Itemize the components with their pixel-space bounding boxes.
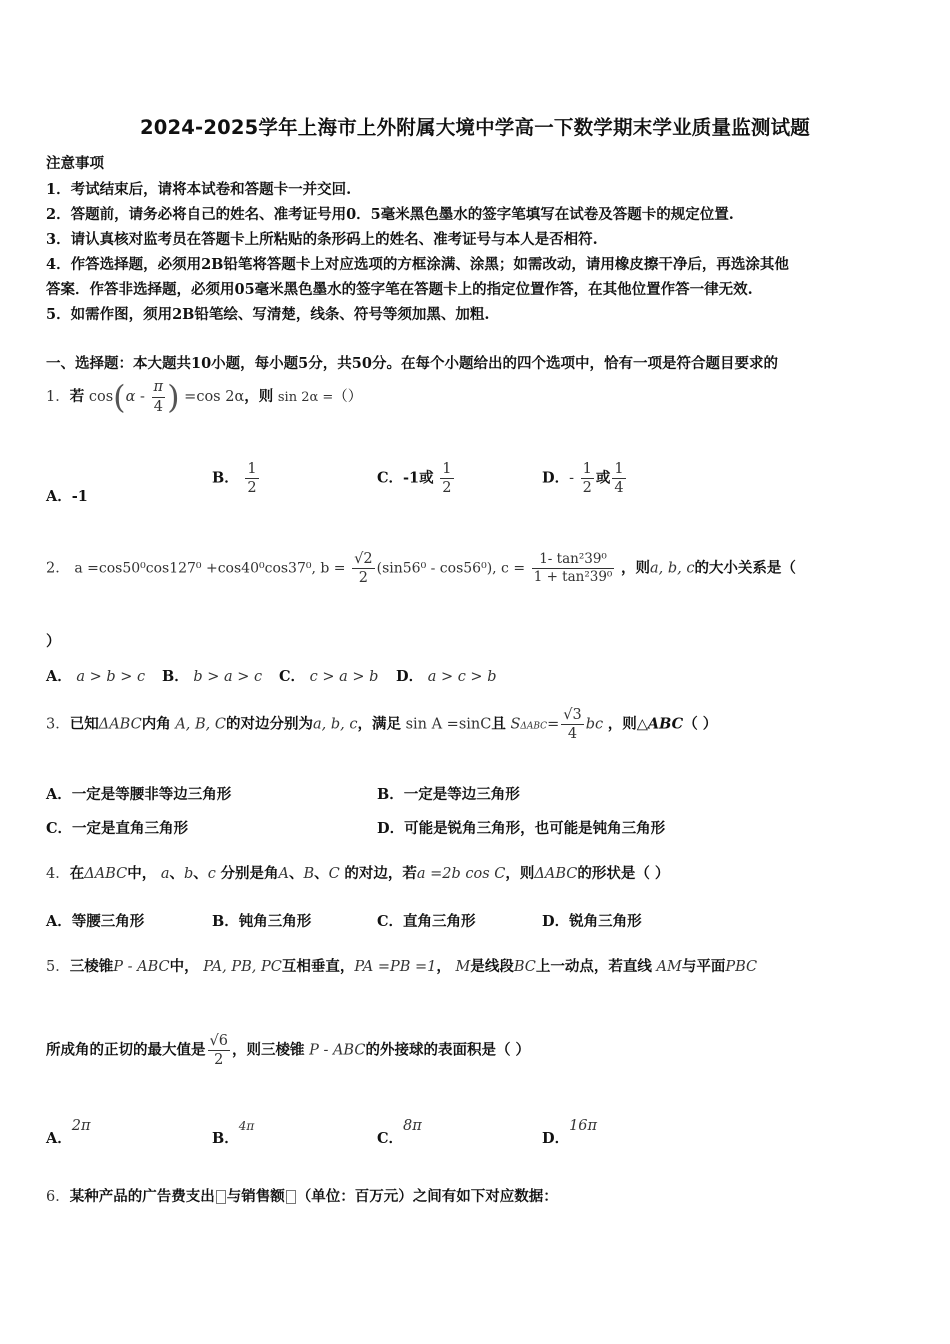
q2-option-c[interactable]: C． c > a > b	[279, 668, 379, 685]
notice-item-1: 1．考试结束后，请将本试卷和答题卡一并交回.	[46, 181, 352, 198]
question-2-close: ）	[46, 633, 61, 650]
q5-option-a[interactable]: A．2π	[46, 1118, 91, 1147]
q1-option-c[interactable]: C．-1或 $\frac{1}{2}$	[377, 461, 452, 497]
q1-option-d[interactable]: D．- $\frac{1}{2}$ 或 $\frac{1}{4}$	[542, 461, 624, 497]
q5-option-b[interactable]: B．4π	[212, 1119, 255, 1147]
q3-option-a[interactable]: A．一定是等腰非等边三角形	[46, 786, 232, 803]
q3-option-d[interactable]: D．可能是锐角三角形，也可能是钝角三角形	[377, 820, 666, 837]
question-5-cont: 所成角的正切的最大值是 $\frac{√6}{2}$ ，则三棱锥 P - ABC的外接球的表面积是（ ）	[46, 1033, 531, 1069]
notice-item-3: 3．请认真核对监考员在答题卡上所粘贴的条形码上的姓名、准考证号与本人是否相符.	[46, 231, 598, 248]
q4-option-c[interactable]: C．直角三角形	[377, 913, 476, 930]
missing-glyph-icon	[286, 1190, 296, 1204]
missing-glyph-icon	[216, 1190, 226, 1204]
q2-option-a[interactable]: A． a > b > c	[46, 668, 146, 685]
notice-heading: 注意事项	[46, 155, 104, 172]
question-4: 4．在ΔABC中， a、b、c 分别是角A、B、C 的对边，若a =2b cos C，则ΔABC的形状是（ ）	[46, 865, 670, 882]
q1-option-a[interactable]: A．-1	[46, 488, 88, 505]
notice-item-4-cont: 答案．作答非选择题，必须用05毫米黑色墨水的签字笔在答题卡上的指定位置作答，在其他位置作答一律无效.	[46, 281, 753, 298]
question-3: 3．已知ΔABC内角 A, B, C的对边分别为a, b, c，满足 sin A =sinC且 SΔABC= $\frac{√3}{4}$ bc ，则△ABC（ ）	[46, 707, 718, 743]
notice-item-2: 2．答题前，请务必将自己的姓名、准考证号用0．5毫米黑色墨水的签字笔填写在试卷及答题卡的规定位置.	[46, 206, 734, 223]
q5-option-c[interactable]: C．8π	[377, 1118, 422, 1147]
q4-option-d[interactable]: D．锐角三角形	[542, 913, 642, 930]
notice-item-4: 4．作答选择题，必须用2B铅笔将答题卡上对应选项的方框涂满、涂黑；如需改动，请用橡皮擦干净后，再选涂其他	[46, 256, 789, 273]
q4-option-b[interactable]: B．钝角三角形	[212, 913, 312, 930]
question-5: 5．三棱锥P - ABC中， PA, PB, PC互相垂直，PA =PB =1， M是线段BC上一动点，若直线 AM与平面PBC	[46, 958, 758, 975]
question-1: 1．若 cos(α - $\frac{\pi}{4}$ ) =cos 2α，则 sin 2α =（）	[46, 378, 363, 416]
q2-option-d[interactable]: D． a > c > b	[396, 668, 497, 685]
page-title: 2024-2025学年上海市上外附属大境中学高一下数学期末学业质量监测试题	[139, 116, 811, 139]
q5-option-d[interactable]: D．16π	[542, 1118, 598, 1147]
section-heading: 一、选择题：本大题共10小题，每小题5分，共50分。在每个小题给出的四个选项中，恰有一项是符合题目要求的	[46, 355, 778, 372]
question-6: 6．某种产品的广告费支出 与销售额 （单位：百万元）之间有如下对应数据：	[46, 1188, 558, 1205]
question-2: 2． a =cos50⁰cos127⁰ +cos40⁰cos37⁰, b = $\frac{√2}{2}$ (sin56⁰ - cos56⁰), c = $\frac{\text{1- tan²39⁰}}{\text{1 + tan²39⁰}}$ ，则a, b, c的大小关系是（	[46, 551, 796, 587]
q3-option-b[interactable]: B．一定是等边三角形	[377, 786, 520, 803]
pi-over-4: $\frac{\pi}{4}$	[153, 379, 164, 415]
notice-item-5: 5．如需作图，须用2B铅笔绘、写清楚，线条、符号等须加黑、加粗.	[46, 306, 490, 323]
q2-option-b[interactable]: B． b > a > c	[162, 668, 263, 685]
q1-option-b[interactable]: B． $\frac{1}{2}$	[212, 461, 257, 497]
q4-option-a[interactable]: A．等腰三角形	[46, 913, 145, 930]
q3-option-c[interactable]: C．一定是直角三角形	[46, 820, 189, 837]
